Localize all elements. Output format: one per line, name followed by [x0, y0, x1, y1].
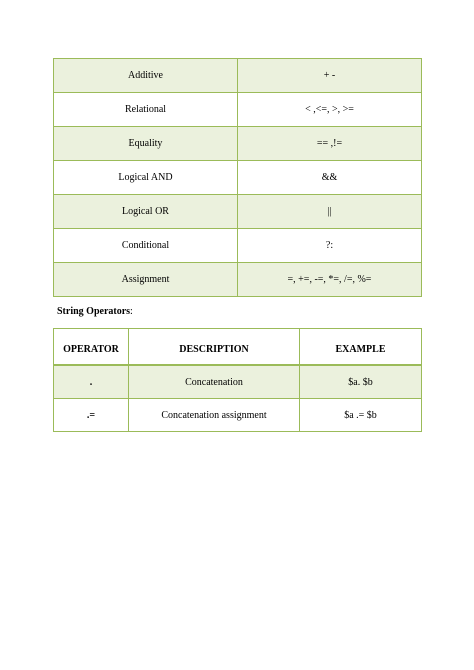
table-row: [54, 195, 422, 229]
operator-symbols: &&: [238, 161, 422, 195]
column-header-example: EXAMPLE: [300, 329, 422, 366]
table-row: [54, 263, 422, 297]
section-heading: [57, 306, 133, 317]
table-row: [54, 229, 422, 263]
column-header-operator: OPERATOR: [54, 329, 129, 366]
table-row: [54, 59, 422, 93]
operator-precedence-table: [53, 58, 422, 297]
operator-symbols: < ,<=, >, >=: [238, 93, 422, 127]
operator-category: Relational: [54, 93, 238, 127]
operator-symbols: ||: [238, 195, 422, 229]
operator-category: Assignment: [54, 263, 238, 297]
table-row: [54, 365, 422, 399]
operator-category: Logical OR: [54, 195, 238, 229]
example-cell: $a. $b: [300, 365, 422, 399]
description-cell: Concatenation: [129, 365, 300, 399]
table-row: [54, 161, 422, 195]
operator-cell: .=: [54, 399, 129, 432]
operator-symbols: =, +=, -=, *=, /=, %=: [238, 263, 422, 297]
operator-symbols: == ,!=: [238, 127, 422, 161]
string-operators-table: [53, 328, 422, 432]
section-heading-suffix: :: [130, 306, 133, 317]
description-cell: Concatenation assignment: [129, 399, 300, 432]
column-header-description: DESCRIPTION: [129, 329, 300, 366]
section-heading-text: String Operators: [57, 306, 131, 317]
table-row: [54, 127, 422, 161]
operator-category: Additive: [54, 59, 238, 93]
operator-category: Logical AND: [54, 161, 238, 195]
table-header-row: [54, 329, 422, 366]
operator-category: Conditional: [54, 229, 238, 263]
operator-symbols: ?:: [238, 229, 422, 263]
table-row: [54, 93, 422, 127]
operator-category: Equality: [54, 127, 238, 161]
table-row: [54, 399, 422, 432]
operator-symbols: + -: [238, 59, 422, 93]
operator-cell: .: [54, 365, 129, 399]
example-cell: $a .= $b: [300, 399, 422, 432]
